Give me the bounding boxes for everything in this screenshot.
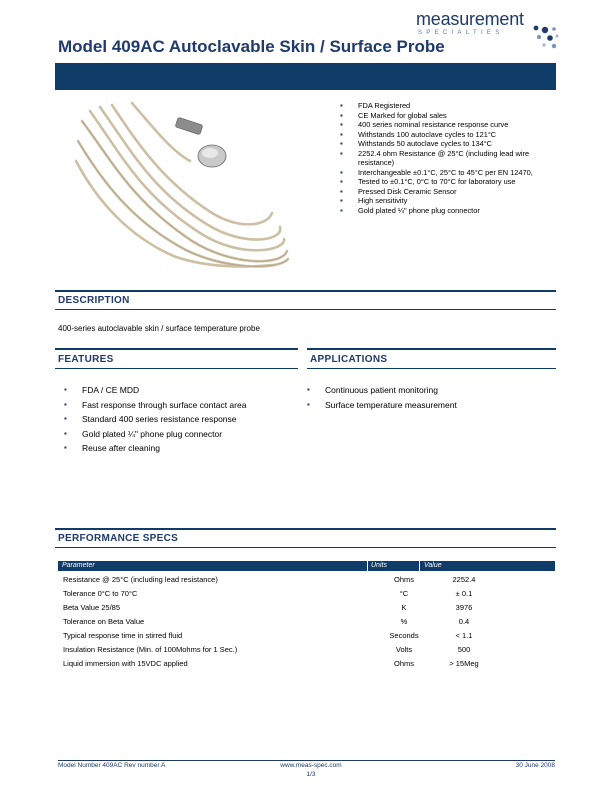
table-row [58, 657, 555, 671]
list-item: ▪ 2252.4 ohm Resistance @ 25°C (including lead wire resistance) [340, 149, 555, 167]
cell-value: 0.4 [458, 617, 470, 626]
cell-units: Seconds [389, 631, 419, 640]
cell-parameter: Liquid immersion with 15VDC applied [63, 659, 188, 668]
page-title: Model 409AC Autoclavable Skin / Surface Probe [58, 37, 445, 56]
column-header-parameter: Parameter [62, 562, 95, 569]
column-header-units: Units [371, 562, 387, 569]
list-item: ▪ Tested to ±0.1°C, 0°C to 70°C for laboratory use [340, 177, 555, 186]
list-item: ▪ Continuous patient monitoring [307, 383, 556, 398]
list-item: ▪ Interchangeable ±0.1°C, 25°C to 45°C per EN 12470, [340, 168, 555, 177]
cell-value: 2252.4 [452, 575, 476, 584]
cell-parameter: Beta Value 25/85 [63, 603, 120, 612]
list-item: ▪ FDA / CE MDD [64, 383, 298, 398]
cell-units: Ohms [393, 575, 414, 584]
cell-value: > 15Meg [449, 659, 479, 668]
table-row [58, 587, 555, 601]
cell-parameter: Typical response time in stirred fluid [63, 631, 183, 640]
table-row [58, 573, 555, 587]
applications-heading: APPLICATIONS [310, 354, 388, 365]
list-item: ▪ Surface temperature measurement [307, 398, 556, 413]
cell-units: K [401, 603, 407, 612]
cell-value: 3976 [455, 603, 473, 612]
cell-value: 500 [457, 645, 471, 654]
footer-page-number: 1/3 [306, 771, 316, 778]
probe-photo [72, 101, 292, 269]
applications-list [307, 383, 556, 412]
footer-website-link[interactable]: www.meas-spec.com [280, 762, 342, 769]
cell-parameter: Tolerance on Beta Value [63, 617, 145, 626]
list-item: ▪ Gold plated ¼" phone plug connector [64, 427, 298, 442]
list-item: ▪ Standard 400 series resistance response [64, 412, 298, 427]
list-item: ▪ Withstands 100 autoclave cycles to 121°C [340, 130, 555, 139]
description-text: 400-series autoclavable skin / surface temperature probe [58, 324, 260, 333]
features-heading: FEATURES [58, 354, 114, 365]
list-item: ▪ Reuse after cleaning [64, 441, 298, 456]
footer-model-number: Model Number 409AC Rev number A [58, 762, 166, 769]
logo-subtitle: SPECIALTIES [418, 30, 504, 36]
section-rule [307, 368, 556, 369]
cell-value: < 1.1 [455, 631, 473, 640]
logo-wordmark: measurement [416, 9, 524, 29]
description-heading: DESCRIPTION [58, 295, 130, 306]
list-item: ▪ High sensitivity [340, 196, 555, 205]
list-item: ▪ Pressed Disk Ceramic Sensor [340, 187, 555, 196]
cell-parameter: Insulation Resistance (Min. of 100Mohms for 1 Sec.) [63, 645, 238, 654]
footer-rule [58, 760, 555, 761]
list-item: ▪ Gold plated ¼" phone plug connector [340, 206, 555, 215]
section-rule [55, 348, 298, 350]
table-row [58, 629, 555, 643]
table-row [58, 615, 555, 629]
features-list [64, 383, 298, 456]
column-header-value: Value [424, 562, 442, 569]
key-features-list [340, 101, 555, 216]
column-divider [367, 561, 368, 571]
section-rule [55, 528, 556, 530]
cell-units: Volts [395, 645, 413, 654]
specs-table-header [58, 561, 555, 571]
table-row [58, 643, 555, 657]
list-item: ▪ 400 series nominal resistance response curve [340, 120, 555, 129]
section-rule [55, 309, 556, 310]
column-divider [419, 561, 420, 571]
cell-units: °C [399, 589, 409, 598]
cell-value: ± 0.1 [455, 589, 473, 598]
table-row [58, 601, 555, 615]
section-rule [55, 368, 298, 369]
performance-heading: PERFORMANCE SPECS [58, 533, 179, 544]
list-item: ▪ Fast response through surface contact area [64, 398, 298, 413]
footer-date: 30 June 2008 [515, 762, 555, 769]
list-item: ▪ FDA Registered [340, 101, 555, 110]
section-rule [55, 290, 556, 292]
logo-dots-icon [530, 24, 560, 54]
section-rule [307, 348, 556, 350]
cell-parameter: Resistance @ 25°C (including lead resistance) [63, 575, 218, 584]
cell-parameter: Tolerance 0°C to 70°C [63, 589, 138, 598]
title-banner [55, 63, 556, 90]
cell-units: Ohms [393, 659, 414, 668]
cell-units: % [400, 617, 408, 626]
section-rule [55, 547, 556, 548]
list-item: ▪ Withstands 50 autoclave cycles to 134°C [340, 139, 555, 148]
list-item: ▪ CE Marked for global sales [340, 111, 555, 120]
